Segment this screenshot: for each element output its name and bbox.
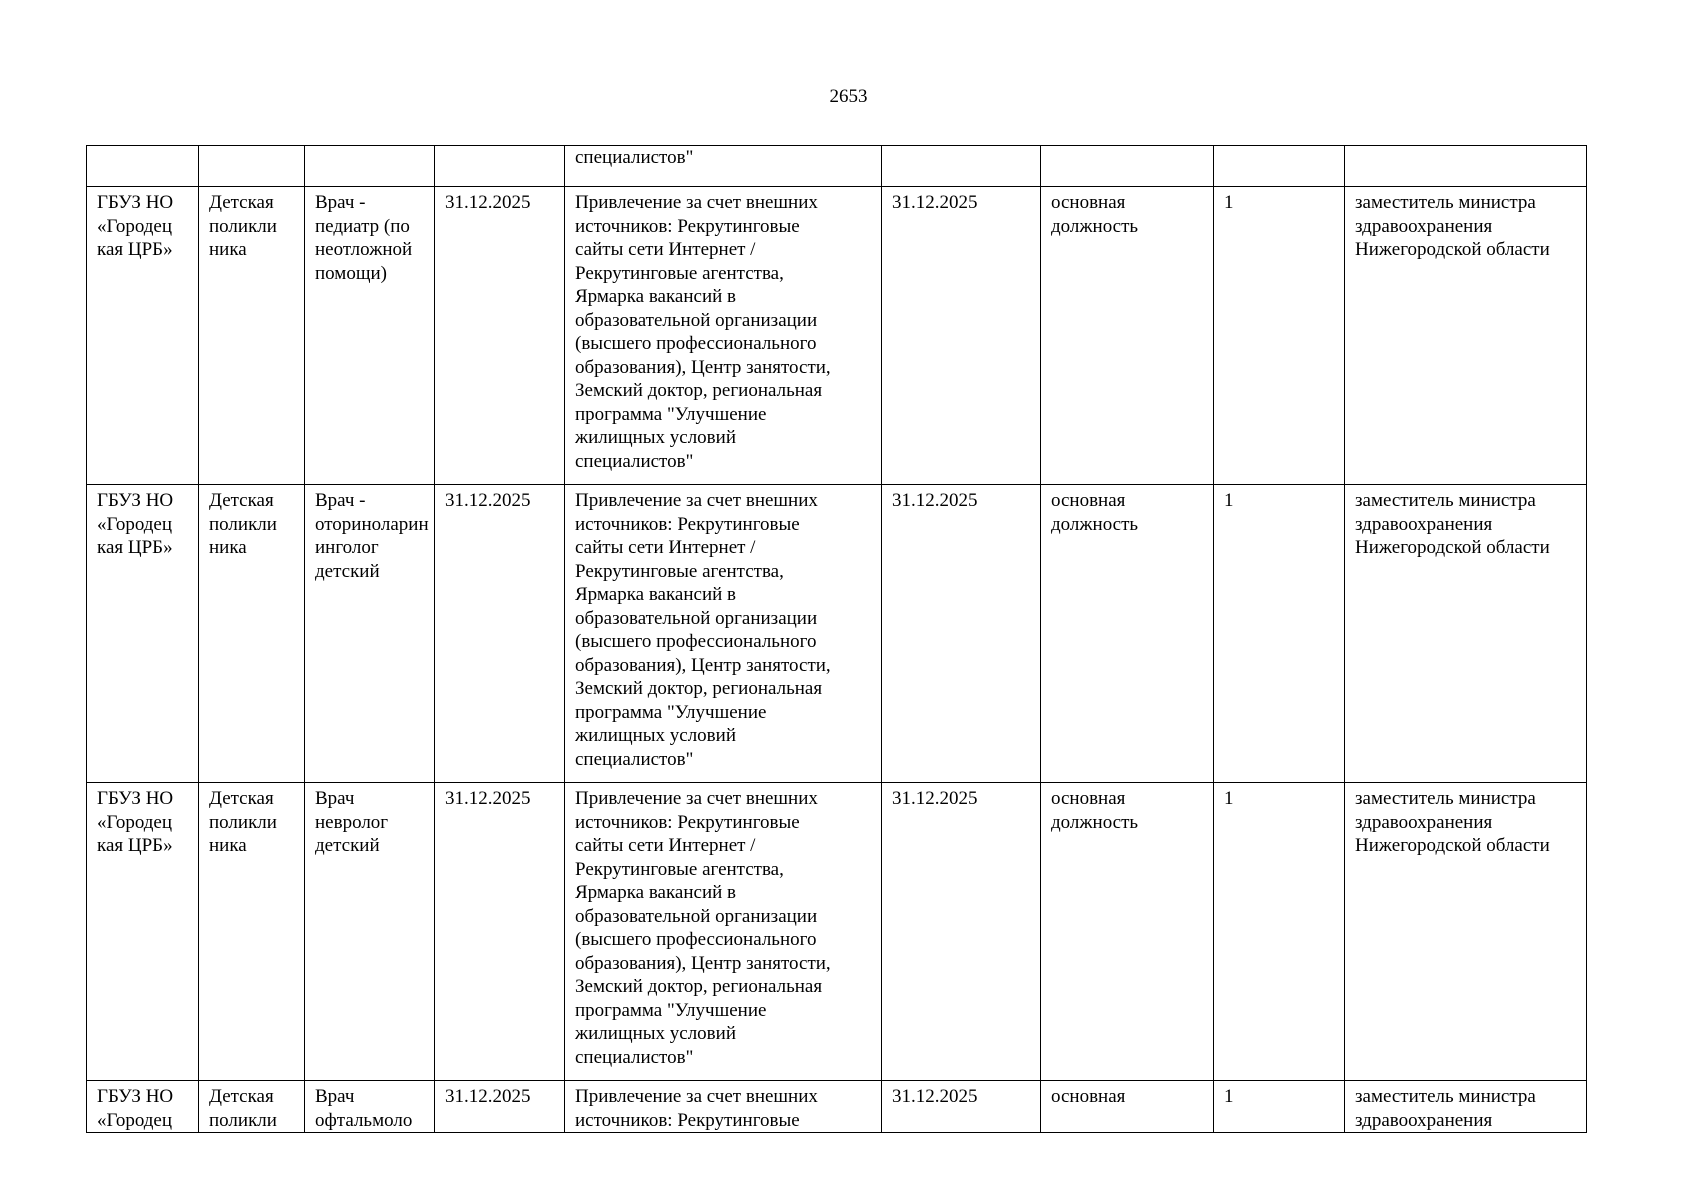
cell-employment: основная должность xyxy=(1041,187,1214,485)
cell-employment: основная должность xyxy=(1041,783,1214,1081)
cell-count xyxy=(1214,146,1345,187)
cell-department: Детская поликли xyxy=(199,1081,305,1133)
cell-date: 31.12.2025 xyxy=(882,485,1041,783)
cell-count: 1 xyxy=(1214,187,1345,485)
cell-measures: специалистов" xyxy=(565,146,882,187)
cell-responsible: заместитель министра здравоохранения Нижегородской области xyxy=(1345,187,1587,485)
cell-measures: Привлечение за счет внешних источников: Рекрутинговые xyxy=(565,1081,882,1133)
cell-department: Детская поликли ника xyxy=(199,783,305,1081)
page-number: 2653 xyxy=(829,86,868,107)
cell-deadline: 31.12.2025 xyxy=(435,1081,565,1133)
cell-measures: Привлечение за счет внешних источников: Рекрутинговые сайты сети Интернет / Рекрутинговые агентства, Ярмарка вакансий в образовательной организации (высшего профессионального образования), Центр занятости, Земский доктор, региональная программа "Улучшение жилищных условий специалистов" xyxy=(565,187,882,485)
table-row xyxy=(87,783,1587,1081)
cell-position: Врач невролог детский xyxy=(305,783,435,1081)
table-row xyxy=(87,485,1587,783)
table-row xyxy=(87,187,1587,485)
cell-position: Врач - оториноларин инголог детский xyxy=(305,485,435,783)
cell-measures: Привлечение за счет внешних источников: Рекрутинговые сайты сети Интернет / Рекрутинговые агентства, Ярмарка вакансий в образовательной организации (высшего профессионального образования), Центр занятости, Земский доктор, региональная программа "Улучшение жилищных условий специалистов" xyxy=(565,485,882,783)
cell-deadline: 31.12.2025 xyxy=(435,485,565,783)
cell-department: Детская поликли ника xyxy=(199,187,305,485)
cell-date: 31.12.2025 xyxy=(882,1081,1041,1133)
cell-responsible xyxy=(1345,146,1587,187)
cell-responsible: заместитель министра здравоохранения Нижегородской области xyxy=(1345,485,1587,783)
cell-position: Врач офтальмоло xyxy=(305,1081,435,1133)
cell-responsible: заместитель министра здравоохранения Нижегородской области xyxy=(1345,783,1587,1081)
cell-org xyxy=(87,146,199,187)
cell-employment xyxy=(1041,146,1214,187)
table-row xyxy=(87,1081,1587,1133)
document-table xyxy=(86,145,1587,1133)
cell-org: ГБУЗ НО «Городец xyxy=(87,1081,199,1133)
cell-count: 1 xyxy=(1214,783,1345,1081)
cell-department xyxy=(199,146,305,187)
cell-org: ГБУЗ НО «Городец кая ЦРБ» xyxy=(87,783,199,1081)
cell-position xyxy=(305,146,435,187)
cell-deadline xyxy=(435,146,565,187)
cell-position: Врач - педиатр (по неотложной помощи) xyxy=(305,187,435,485)
cell-date: 31.12.2025 xyxy=(882,783,1041,1081)
cell-employment: основная xyxy=(1041,1081,1214,1133)
cell-org: ГБУЗ НО «Городец кая ЦРБ» xyxy=(87,485,199,783)
cell-count: 1 xyxy=(1214,1081,1345,1133)
cell-deadline: 31.12.2025 xyxy=(435,187,565,485)
cell-measures: Привлечение за счет внешних источников: Рекрутинговые сайты сети Интернет / Рекрутинговые агентства, Ярмарка вакансий в образовательной организации (высшего профессионального образования), Центр занятости, Земский доктор, региональная программа "Улучшение жилищных условий специалистов" xyxy=(565,783,882,1081)
cell-department: Детская поликли ника xyxy=(199,485,305,783)
cell-deadline: 31.12.2025 xyxy=(435,783,565,1081)
cell-date xyxy=(882,146,1041,187)
table-row xyxy=(87,146,1587,187)
cell-employment: основная должность xyxy=(1041,485,1214,783)
cell-date: 31.12.2025 xyxy=(882,187,1041,485)
cell-org: ГБУЗ НО «Городец кая ЦРБ» xyxy=(87,187,199,485)
cell-count: 1 xyxy=(1214,485,1345,783)
cell-responsible: заместитель министра здравоохранения xyxy=(1345,1081,1587,1133)
